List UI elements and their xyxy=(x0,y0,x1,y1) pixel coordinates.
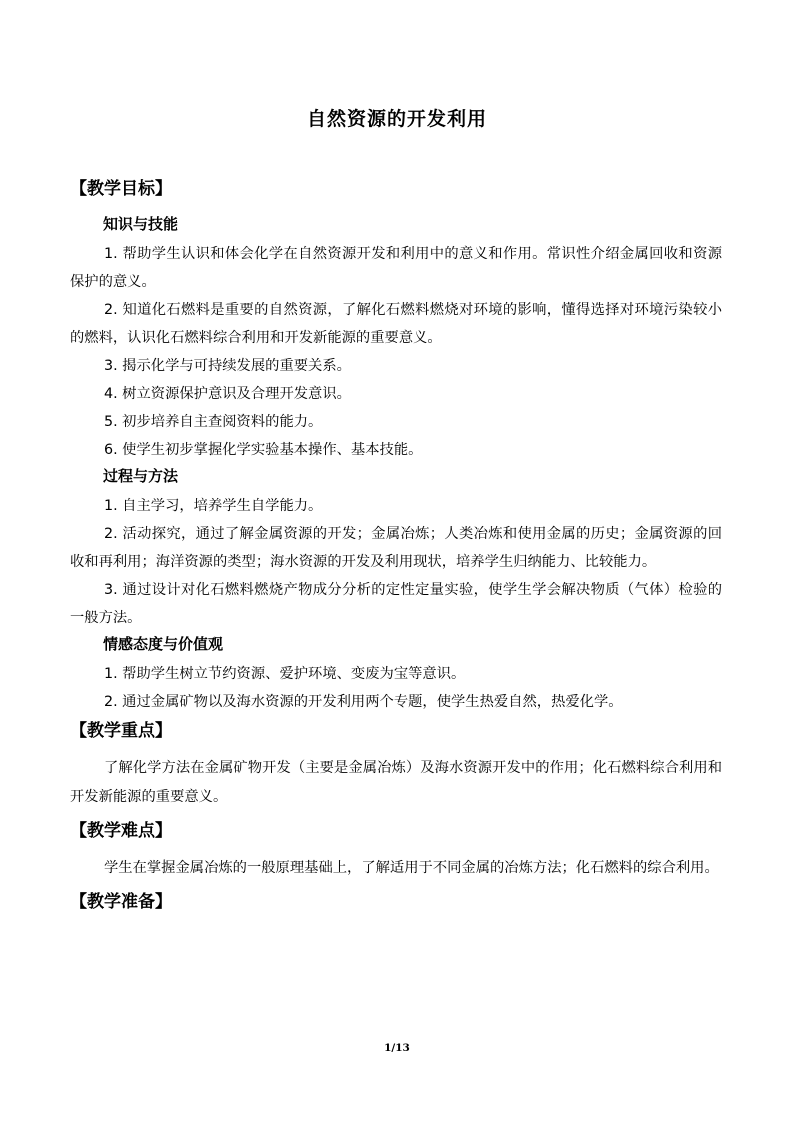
document-title: 自然资源的开发利用 xyxy=(306,108,487,130)
list-item: 3. 揭示化学与可持续发展的重要关系。 xyxy=(104,358,351,374)
list-item: 5. 初步培养自主查阅资料的能力。 xyxy=(104,414,323,430)
difficulties-heading: 【教学难点】 xyxy=(70,821,172,841)
document-body xyxy=(70,176,722,925)
list-item: 6. 使学生初步掌握化学实验基本操作、基本技能。 xyxy=(104,442,423,458)
list-item: 1. 自主学习，培养学生自学能力。 xyxy=(104,498,323,514)
list-item: 2. 知道化石燃料是重要的自然资源，了解化石燃料燃烧对环境的影响，懂得选择对环境污染较小的燃料，认识化石燃料综合利用和开发新能源的重要意义。 xyxy=(70,302,722,346)
process-methods-heading: 过程与方法 xyxy=(103,467,179,485)
attitude-values-heading: 情感态度与价值观 xyxy=(103,635,224,653)
difficulties-text: 学生在掌握金属冶炼的一般原理基础上，了解适用于不同金属的冶炼方法；化石燃料的综合利用。 xyxy=(104,860,719,876)
list-item: 1. 帮助学生树立节约资源、爱护环境、变废为宝等意识。 xyxy=(104,666,466,682)
list-item: 4. 树立资源保护意识及合理开发意识。 xyxy=(104,386,351,402)
page-number: 1/13 xyxy=(384,1042,410,1054)
preparation-heading: 【教学准备】 xyxy=(70,892,172,912)
list-item: 1. 帮助学生认识和体会化学在自然资源开发和利用中的意义和作用。常识性介绍金属回收和资源保护的意义。 xyxy=(70,246,722,290)
objectives-heading: 【教学目标】 xyxy=(70,179,172,199)
list-item: 2. 通过金属矿物以及海水资源的开发利用两个专题，使学生热爱自然，热爱化学。 xyxy=(104,694,623,710)
list-item: 2. 活动探究，通过了解金属资源的开发；金属冶炼；人类冶炼和使用金属的历史；金属资源的回收和再利用；海洋资源的类型；海水资源的开发及利用现状，培养学生归纳能力、比较能力。 xyxy=(70,526,722,570)
key-points-heading: 【教学重点】 xyxy=(70,721,172,741)
list-item: 3. 通过设计对化石燃料燃烧产物成分分析的定性定量实验，使学生学会解决物质（气体）检验的一般方法。 xyxy=(70,582,722,626)
key-points-text: 了解化学方法在金属矿物开发（主要是金属冶炼）及海水资源开发中的作用；化石燃料综合利用和开发新能源的重要意义。 xyxy=(70,760,722,805)
knowledge-skills-heading: 知识与技能 xyxy=(103,215,179,233)
